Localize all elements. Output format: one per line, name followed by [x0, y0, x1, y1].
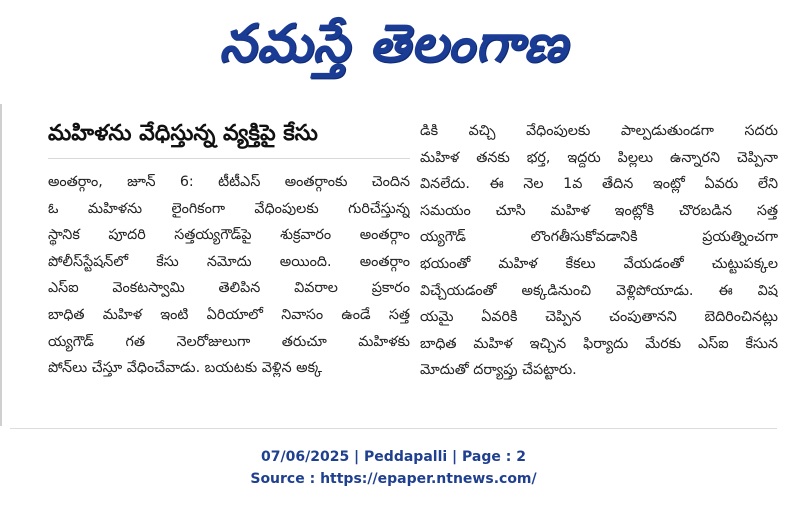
article-text-line: అంతర్గాం, జూన్ 6: టీటీఎస్ అంతర్గాంకు చెందిన — [48, 174, 410, 190]
article-body-right — [420, 118, 778, 384]
article-text-line: డికి వచ్చి వేధింపులకు పాల్పడుతుండగా సదరు — [420, 123, 778, 139]
column-divider — [0, 104, 2, 426]
source-link[interactable]: Source : https://epaper.ntnews.com/ — [250, 471, 537, 487]
article-text-line: సమయం చూసి మహిళ ఇంట్లోకి చొరబడిన సత్త — [420, 202, 778, 219]
article-text-line: ఎస్ఐ వెంకటస్వామి తెలిపిన వివరాల ప్రకారం — [48, 280, 410, 297]
article-text-line: మహిళ తనకు భర్త, ఇద్దరు పిల్లలు ఉన్నారని చెప్పినా — [420, 149, 778, 166]
article-text-line: పోన్‌లు చేస్తూ వేధించేవాడు. బయటకు వెళ్లిన అక్క — [48, 360, 322, 377]
article-text-line: ఓ మహిళను లైంగికంగా వేధింపులకు గురిచేస్తున్న — [48, 200, 410, 217]
article-text-line: స్థానిక పూదరి సత్తయ్యగౌడ్‌పై శుక్రవారం అంతర్గాం — [48, 227, 410, 244]
article-text-line: య్యగౌడ్ లొంగతీసుకోవడానికి ప్రయత్నించగా — [420, 229, 778, 246]
masthead — [0, 0, 787, 92]
article-text-line: య్యగౌడ్ గత నెలరోజులుగా తరుచూ మహిళకు — [48, 333, 410, 350]
footer — [0, 446, 787, 490]
footer-divider — [10, 428, 777, 429]
article-text-line: మోదుతో దర్యాప్తు చేపట్టారు. — [420, 362, 577, 379]
article-text-line: బాధిత మహిళ ఇంటి ఏరియాలో నివాసం ఉండే సత్త — [48, 306, 410, 323]
newspaper-logo: నమస్తే తెలంగాణ — [219, 14, 568, 74]
article-text-line: యమై ఏవరికి చెప్పిన చంపుతానని బెదిరించినట్లు — [420, 309, 778, 326]
article-text-line: బాధిత మహిళ ఇచ్చిన ఫిర్యాదు మేరకు ఎస్ఐ కేసున — [420, 335, 778, 352]
article-clipping — [0, 104, 787, 426]
article-text-line: వినలేదు. ఈ నెల 1వ తేదిన ఇంట్లో ఏవరు లేని — [420, 176, 778, 193]
article-column-right — [420, 118, 778, 384]
article-column-left — [48, 118, 410, 382]
article-headline: మహిళను వేధిస్తున్న వ్యక్తిపై కేసు — [48, 118, 410, 159]
edition-info: 07/06/2025 | Peddapalli | Page : 2 — [261, 449, 526, 465]
article-text-line: విచ్చేయడంతో అక్కడినుంచి వెళ్లిపోయాడు. ఈ విష — [420, 282, 778, 299]
article-body-left — [48, 169, 410, 382]
article-text-line: భయంతో మహిళ కేకలు వేయడంతో చుట్టుపక్కల — [420, 255, 778, 272]
article-text-line: పోలీస్‌స్టేషన్‌లో కేసు నమోదు అయింది. అంతర్గాం — [48, 253, 410, 270]
